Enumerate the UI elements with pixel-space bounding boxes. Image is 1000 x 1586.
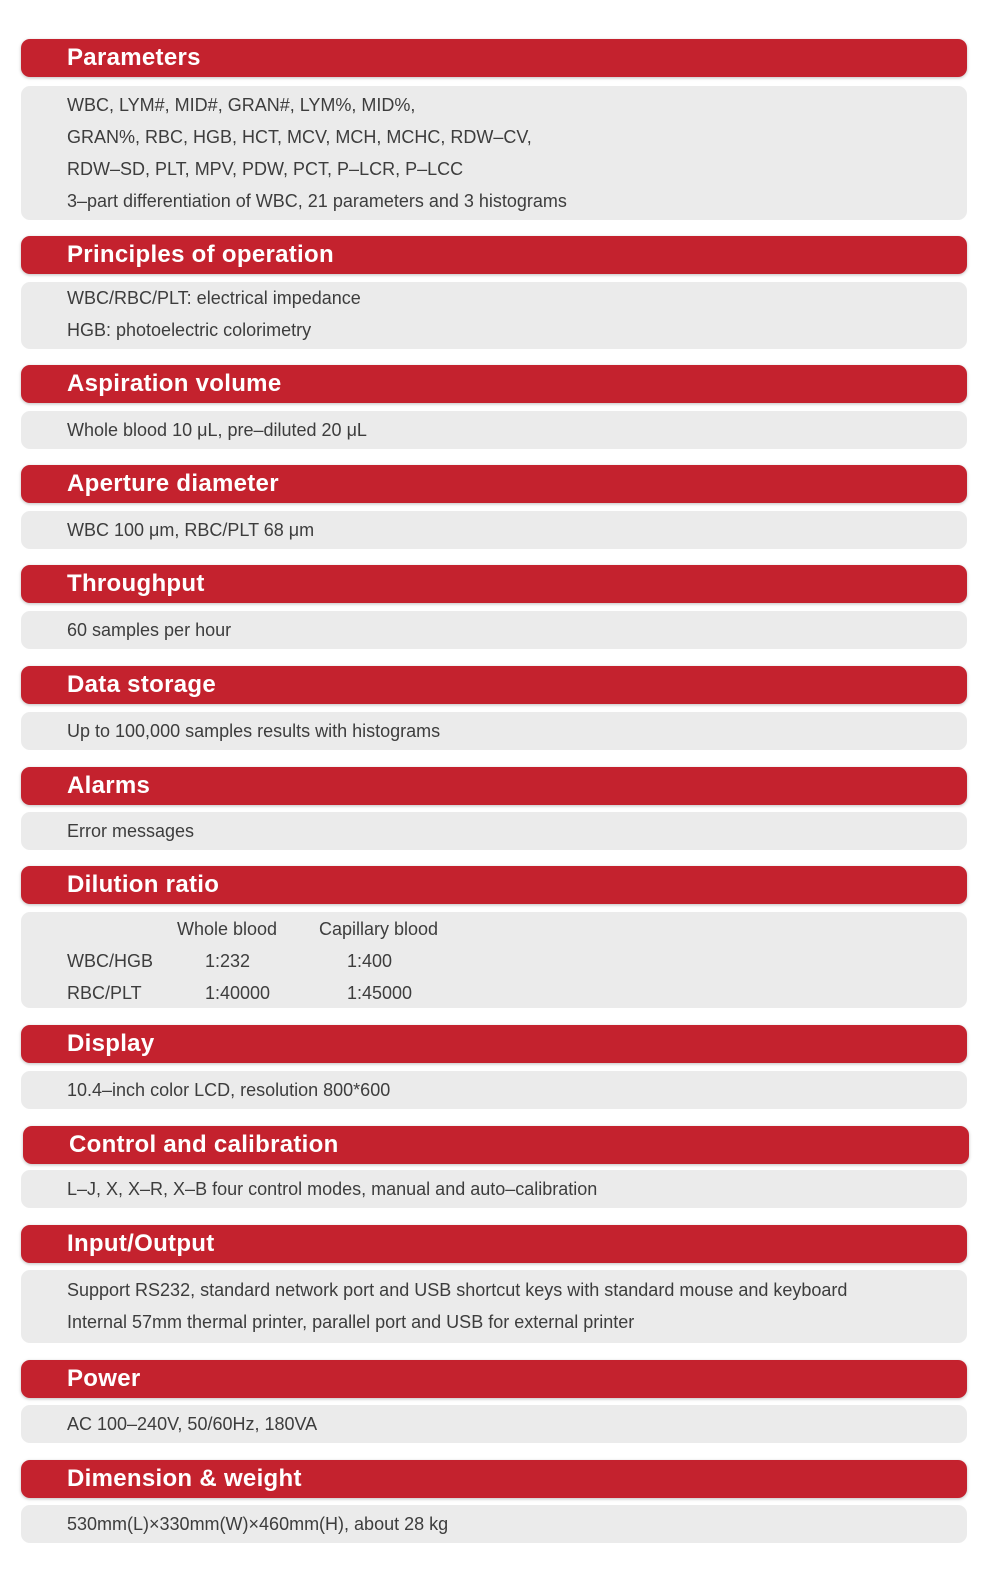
section-body bbox=[21, 1505, 967, 1543]
spec-line: AC 100–240V, 50/60Hz, 180VA bbox=[67, 1414, 318, 1434]
section-header: Power bbox=[21, 1360, 967, 1398]
section-body bbox=[21, 282, 967, 349]
spec-line: RDW–SD, PLT, MPV, PDW, PCT, P–LCR, P–LCC bbox=[67, 159, 464, 179]
table-header-cell: Capillary blood bbox=[319, 919, 439, 939]
spec-line: Whole blood 10 μL, pre–diluted 20 μL bbox=[67, 420, 367, 440]
spec-line: Error messages bbox=[67, 821, 195, 841]
spec-line: Up to 100,000 samples results with histograms bbox=[67, 721, 441, 741]
section-header: Dimension & weight bbox=[21, 1460, 967, 1498]
section-body bbox=[21, 511, 967, 549]
section-body bbox=[21, 1170, 967, 1208]
section-body bbox=[21, 1071, 967, 1109]
table-cell: WBC/HGB bbox=[67, 951, 154, 971]
section-header: Principles of operation bbox=[21, 236, 967, 274]
section-body bbox=[21, 712, 967, 750]
section-header: Throughput bbox=[21, 565, 967, 603]
spec-line: Support RS232, standard network port and USB shortcut keys with standard mouse and keyboard bbox=[67, 1280, 848, 1300]
spec-line: 3–part differentiation of WBC, 21 parameters and 3 histograms bbox=[67, 191, 567, 211]
section-header: Data storage bbox=[21, 666, 967, 704]
section-body bbox=[21, 411, 967, 449]
table-cell: 1:40000 bbox=[205, 983, 271, 1003]
section-header: Display bbox=[21, 1025, 967, 1063]
spec-line: Internal 57mm thermal printer, parallel port and USB for external printer bbox=[67, 1312, 635, 1332]
section-header: Parameters bbox=[21, 39, 967, 77]
section-header: Alarms bbox=[21, 767, 967, 805]
spec-line: 60 samples per hour bbox=[67, 620, 232, 640]
dilution-table bbox=[21, 912, 967, 1008]
section-body bbox=[21, 1405, 967, 1443]
table-cell: RBC/PLT bbox=[67, 983, 142, 1003]
spec-line: 10.4–inch color LCD, resolution 800*600 bbox=[67, 1080, 391, 1100]
spec-line: GRAN%, RBC, HGB, HCT, MCV, MCH, MCHC, RDW–CV, bbox=[67, 127, 532, 147]
spec-line: WBC, LYM#, MID#, GRAN#, LYM%, MID%, bbox=[67, 95, 416, 115]
section-body bbox=[21, 86, 967, 220]
spec-line: WBC/RBC/PLT: electrical impedance bbox=[67, 288, 361, 308]
section-body bbox=[21, 812, 967, 850]
table-cell: 1:45000 bbox=[347, 983, 413, 1003]
section-header: Dilution ratio bbox=[21, 866, 967, 904]
table-cell: 1:232 bbox=[205, 951, 251, 971]
table-cell: 1:400 bbox=[347, 951, 393, 971]
section-body bbox=[21, 1270, 967, 1343]
spec-line: 530mm(L)×330mm(W)×460mm(H), about 28 kg bbox=[67, 1514, 449, 1534]
section-header: Input/Output bbox=[21, 1225, 967, 1263]
spec-line: HGB: photoelectric colorimetry bbox=[67, 320, 312, 340]
section-header: Aperture diameter bbox=[21, 465, 967, 503]
section-header: Control and calibration bbox=[23, 1126, 969, 1164]
table-header-cell: Whole blood bbox=[177, 919, 278, 939]
table-header-cell bbox=[67, 913, 177, 945]
section-body bbox=[21, 611, 967, 649]
section-header: Aspiration volume bbox=[21, 365, 967, 403]
spec-line: WBC 100 μm, RBC/PLT 68 μm bbox=[67, 520, 315, 540]
spec-line: L–J, X, X–R, X–B four control modes, manual and auto–calibration bbox=[67, 1179, 598, 1199]
